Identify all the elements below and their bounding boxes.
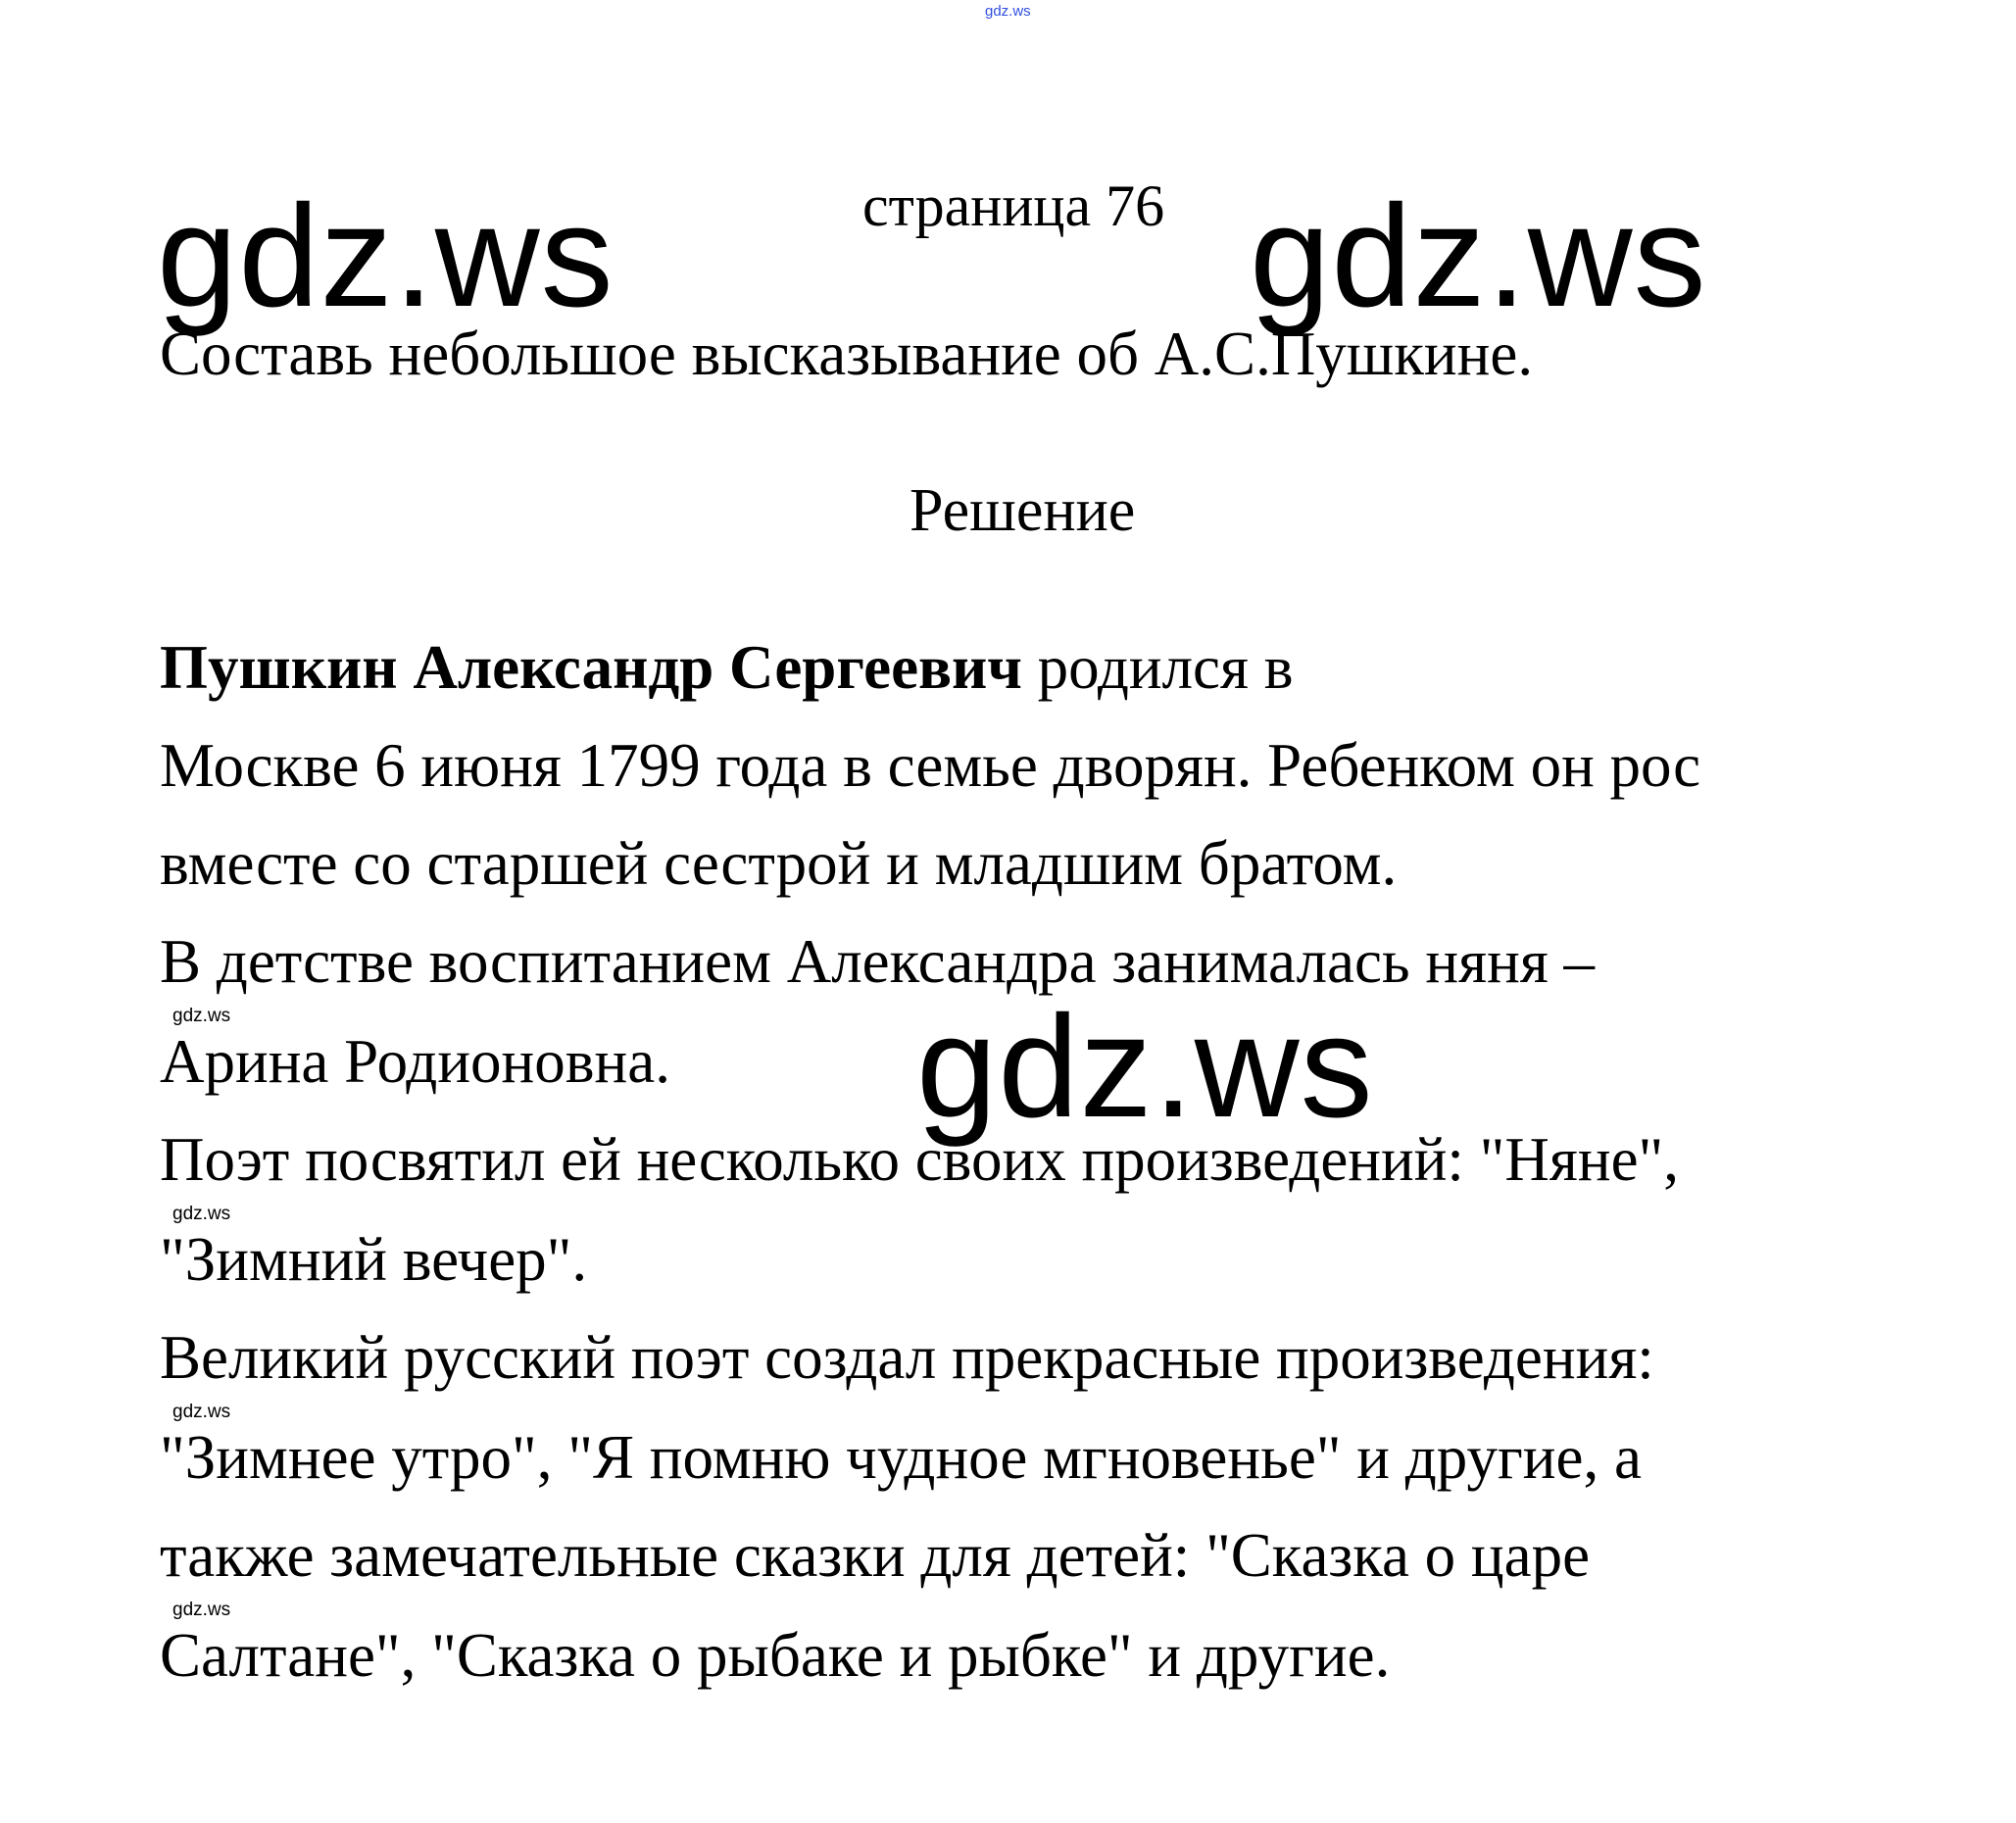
answer-line-5: Арина Родионовна. <box>160 1027 670 1096</box>
answer-line-7: "Зимний вечер". <box>160 1225 588 1294</box>
watermark-small-3: gdz.ws <box>172 1402 231 1422</box>
page-number: страница 76 <box>862 173 1165 238</box>
watermark-big-right: gdz.ws <box>1250 175 1707 337</box>
answer-line-10: также замечательные сказки для детей: "Сказка о царе <box>160 1521 1591 1590</box>
answer-line-4: В детстве воспитанием Александра занималась няня – <box>160 927 1596 996</box>
answer-line-11: Салтане", "Сказка о рыбаке и рыбке" и другие. <box>160 1621 1391 1690</box>
answer-line-9: "Зимнее утро", "Я помню чудное мгновенье" и другие, а <box>160 1423 1642 1492</box>
solution-heading: Решение <box>910 477 1136 544</box>
answer-line-3: вместе со старшей сестрой и младшим братом. <box>160 829 1398 898</box>
answer-line-8: Великий русский поэт создал прекрасные произведения: <box>160 1323 1654 1392</box>
answer-line-6: Поэт посвятил ей несколько своих произведений: "Няне", <box>160 1125 1680 1194</box>
watermark-big-left: gdz.ws <box>157 175 615 337</box>
watermark-small-1: gdz.ws <box>172 1006 231 1026</box>
watermark-big-center: gdz.ws <box>916 986 1374 1148</box>
answer-line-2: Москве 6 июня 1799 года в семье дворян. Ребенком он рос <box>160 731 1701 800</box>
watermark-top: gdz.ws <box>985 3 1031 20</box>
watermark-small-4: gdz.ws <box>172 1600 231 1620</box>
task-text: Составь небольшое высказывание об А.С.Пушкине. <box>160 320 1534 388</box>
answer-line-1 <box>160 633 1294 702</box>
watermark-small-2: gdz.ws <box>172 1204 231 1224</box>
author-name: Пушкин Александр Сергеевич <box>160 633 1022 702</box>
answer-line-1-rest: родился в <box>1021 633 1294 702</box>
